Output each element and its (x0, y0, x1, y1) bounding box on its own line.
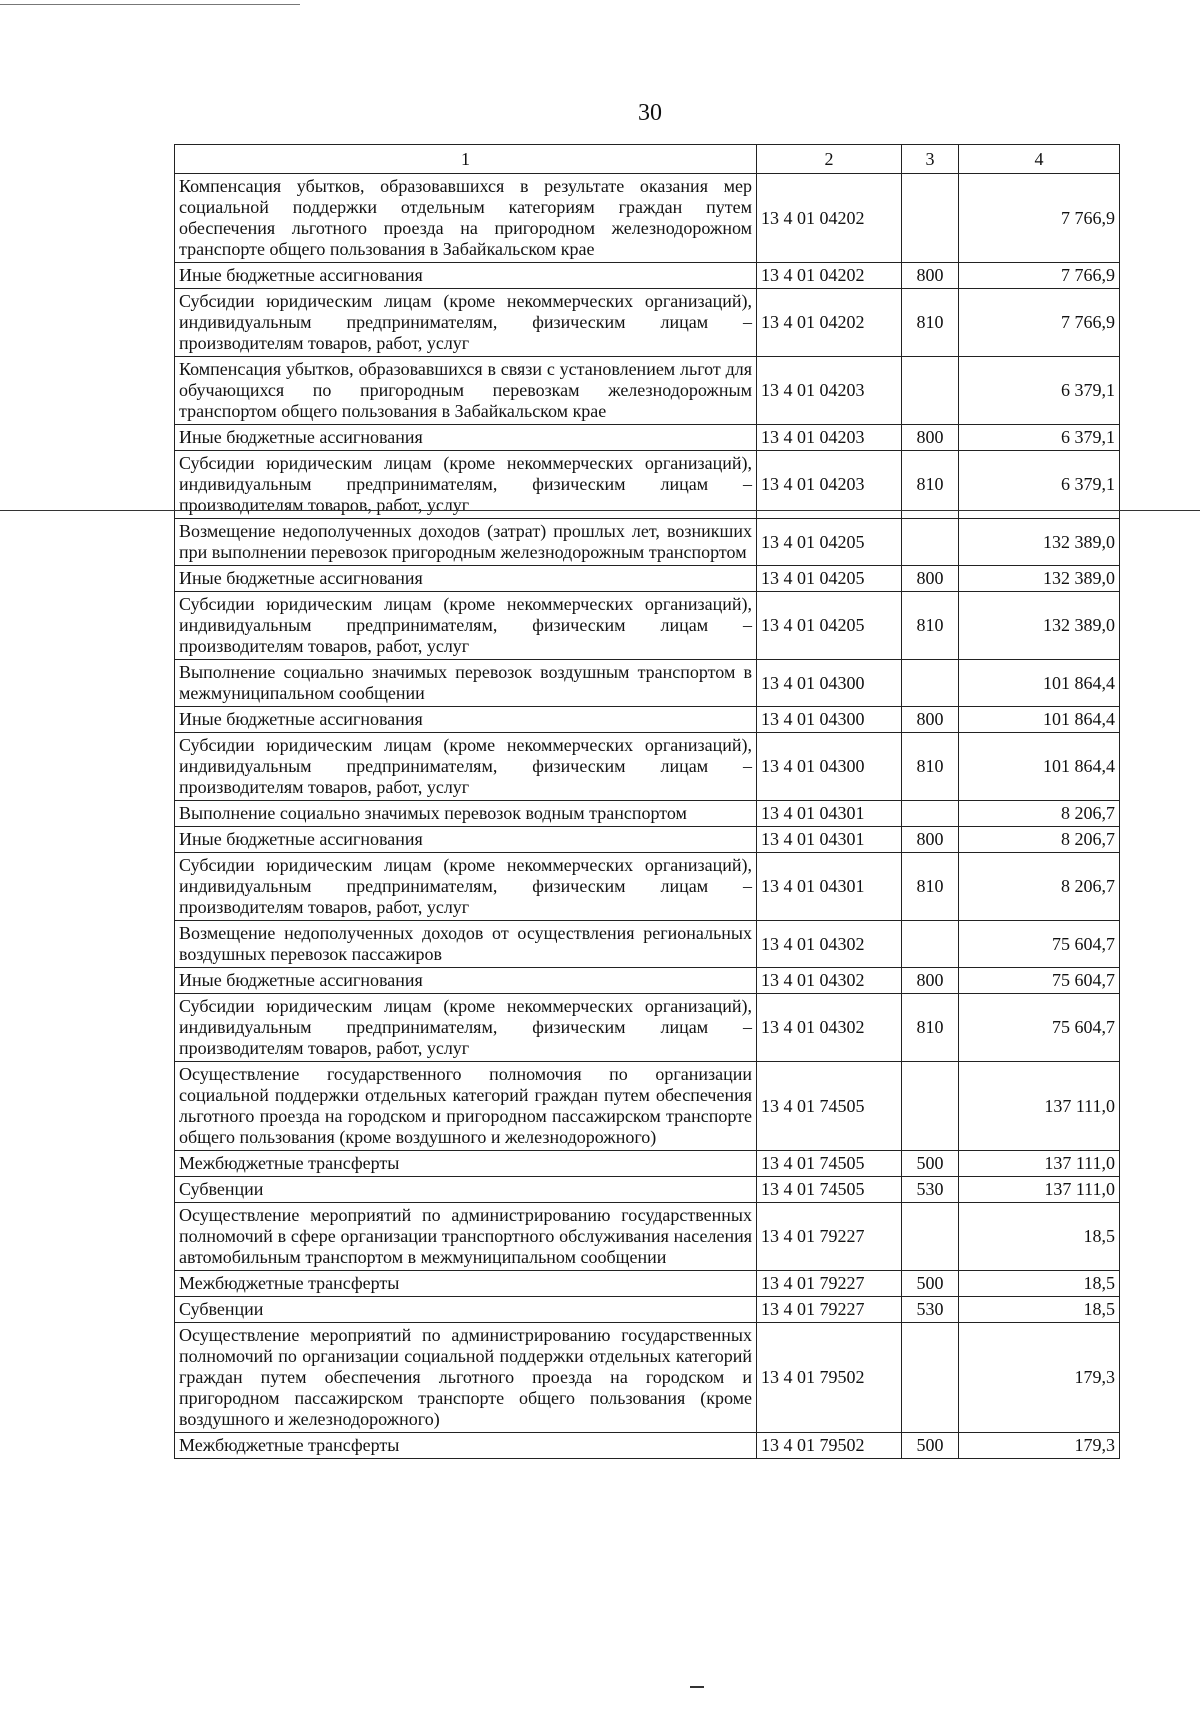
row-amount-cell: 137 111,0 (959, 1177, 1120, 1203)
row-name-cell: Иные бюджетные ассигнования (175, 968, 757, 994)
table-row (175, 566, 1120, 592)
table-row (175, 1297, 1120, 1323)
table-row (175, 1323, 1120, 1433)
row-code-cell: 13 4 01 79502 (757, 1323, 902, 1433)
row-code-cell: 13 4 01 79502 (757, 1433, 902, 1459)
row-code-cell: 13 4 01 04301 (757, 801, 902, 827)
row-amount-cell: 8 206,7 (959, 827, 1120, 853)
row-amount-cell: 18,5 (959, 1271, 1120, 1297)
row-name-cell: Субсидии юридическим лицам (кроме некоммерческих организаций), индивидуальным предпринимателям, физическим лицам – производителям товаров, работ, услуг (175, 994, 757, 1062)
row-type-cell (902, 1203, 959, 1271)
table-row (175, 1203, 1120, 1271)
scan-edge-line (0, 4, 300, 5)
row-type-cell: 810 (902, 592, 959, 660)
row-amount-cell: 7 766,9 (959, 289, 1120, 357)
row-code-cell: 13 4 01 04301 (757, 853, 902, 921)
row-code-cell: 13 4 01 04300 (757, 707, 902, 733)
table-row (175, 733, 1120, 801)
row-code-cell: 13 4 01 04202 (757, 289, 902, 357)
row-type-cell: 810 (902, 451, 959, 519)
row-code-cell: 13 4 01 79227 (757, 1203, 902, 1271)
table-row (175, 451, 1120, 519)
row-type-cell: 500 (902, 1433, 959, 1459)
row-name-cell: Иные бюджетные ассигнования (175, 263, 757, 289)
row-code-cell: 13 4 01 04203 (757, 451, 902, 519)
row-type-cell: 810 (902, 994, 959, 1062)
row-code-cell: 13 4 01 04301 (757, 827, 902, 853)
row-amount-cell: 7 766,9 (959, 174, 1120, 263)
strike-through-line (0, 510, 1200, 511)
page-number: 30 (638, 100, 662, 126)
row-code-cell: 13 4 01 04205 (757, 519, 902, 566)
row-code-cell: 13 4 01 04302 (757, 968, 902, 994)
row-type-cell: 800 (902, 425, 959, 451)
row-type-cell: 800 (902, 827, 959, 853)
row-type-cell: 800 (902, 263, 959, 289)
row-type-cell: 530 (902, 1297, 959, 1323)
budget-table (174, 144, 1120, 1459)
table-row (175, 707, 1120, 733)
table-row (175, 827, 1120, 853)
row-amount-cell: 179,3 (959, 1433, 1120, 1459)
row-type-cell (902, 921, 959, 968)
row-amount-cell: 179,3 (959, 1323, 1120, 1433)
row-code-cell: 13 4 01 04202 (757, 174, 902, 263)
row-type-cell: 530 (902, 1177, 959, 1203)
row-code-cell: 13 4 01 04202 (757, 263, 902, 289)
table-row (175, 357, 1120, 425)
row-type-cell: 500 (902, 1271, 959, 1297)
row-code-cell: 13 4 01 79227 (757, 1297, 902, 1323)
row-code-cell: 13 4 01 74505 (757, 1151, 902, 1177)
table-row (175, 853, 1120, 921)
row-amount-cell: 101 864,4 (959, 660, 1120, 707)
row-name-cell: Осуществление мероприятий по администрированию государственных полномочий в сфере организации транспортного обслуживания населения автомобильным транспортом в межмуниципальном сообщении (175, 1203, 757, 1271)
table-row (175, 1151, 1120, 1177)
table-row (175, 1177, 1120, 1203)
row-name-cell: Возмещение недополученных доходов от осуществления региональных воздушных перевозок пассажиров (175, 921, 757, 968)
row-type-cell (902, 174, 959, 263)
row-name-cell: Осуществление мероприятий по администрированию государственных полномочий по организации социальной поддержки отдельных категорий граждан путем обеспечения льготного проезда на городском и пригородном пассажирском транспорте общего пользования (кроме воздушного и железнодорожного) (175, 1323, 757, 1433)
row-name-cell: Выполнение социально значимых перевозок воздушным транспортом в межмуниципальном сообщении (175, 660, 757, 707)
row-code-cell: 13 4 01 04302 (757, 921, 902, 968)
row-name-cell: Осуществление государственного полномочия по организации социальной поддержки отдельных категорий граждан путем обеспечения льготного проезда на городском и пригородном пассажирском транспорте общего пользования (кроме воздушного и железнодорожного) (175, 1062, 757, 1151)
row-name-cell: Иные бюджетные ассигнования (175, 707, 757, 733)
row-code-cell: 13 4 01 04302 (757, 994, 902, 1062)
table-row (175, 1062, 1120, 1151)
row-name-cell: Субсидии юридическим лицам (кроме некоммерческих организаций), индивидуальным предпринимателям, физическим лицам – производителям товаров, работ, услуг (175, 592, 757, 660)
row-name-cell: Субсидии юридическим лицам (кроме некоммерческих организаций), индивидуальным предпринимателям, физическим лицам – производителям товаров, работ, услуг (175, 451, 757, 519)
row-type-cell: 810 (902, 853, 959, 921)
table-row (175, 1271, 1120, 1297)
row-amount-cell: 18,5 (959, 1203, 1120, 1271)
row-amount-cell: 75 604,7 (959, 921, 1120, 968)
table-row (175, 994, 1120, 1062)
row-amount-cell: 101 864,4 (959, 733, 1120, 801)
row-code-cell: 13 4 01 74505 (757, 1062, 902, 1151)
table-row (175, 660, 1120, 707)
row-type-cell: 800 (902, 707, 959, 733)
row-type-cell: 800 (902, 968, 959, 994)
row-type-cell: 810 (902, 289, 959, 357)
row-name-cell: Компенсация убытков, образовавшихся в связи с установлением льгот для обучающихся по пригородным перевозкам железнодорожным транспортом общего пользования в Забайкальском крае (175, 357, 757, 425)
row-amount-cell: 6 379,1 (959, 451, 1120, 519)
row-code-cell: 13 4 01 74505 (757, 1177, 902, 1203)
table-row (175, 425, 1120, 451)
row-amount-cell: 137 111,0 (959, 1151, 1120, 1177)
row-amount-cell: 7 766,9 (959, 263, 1120, 289)
row-amount-cell: 101 864,4 (959, 707, 1120, 733)
row-code-cell: 13 4 01 04300 (757, 660, 902, 707)
row-code-cell: 13 4 01 79227 (757, 1271, 902, 1297)
row-amount-cell: 6 379,1 (959, 357, 1120, 425)
bottom-dash-mark (690, 1686, 704, 1688)
row-code-cell: 13 4 01 04205 (757, 566, 902, 592)
row-name-cell: Субвенции (175, 1177, 757, 1203)
row-amount-cell: 75 604,7 (959, 994, 1120, 1062)
row-type-cell (902, 801, 959, 827)
row-type-cell (902, 1323, 959, 1433)
row-code-cell: 13 4 01 04203 (757, 425, 902, 451)
table-row (175, 174, 1120, 263)
table-row (175, 592, 1120, 660)
column-header-1: 1 (175, 145, 757, 174)
table-row (175, 263, 1120, 289)
row-name-cell: Субвенции (175, 1297, 757, 1323)
row-name-cell: Межбюджетные трансферты (175, 1151, 757, 1177)
row-name-cell: Иные бюджетные ассигнования (175, 425, 757, 451)
row-name-cell: Субсидии юридическим лицам (кроме некоммерческих организаций), индивидуальным предпринимателям, физическим лицам – производителям товаров, работ, услуг (175, 289, 757, 357)
row-name-cell: Субсидии юридическим лицам (кроме некоммерческих организаций), индивидуальным предпринимателям, физическим лицам – производителям товаров, работ, услуг (175, 733, 757, 801)
row-name-cell: Межбюджетные трансферты (175, 1433, 757, 1459)
row-type-cell (902, 357, 959, 425)
row-amount-cell: 137 111,0 (959, 1062, 1120, 1151)
table-header-row (175, 145, 1120, 174)
table-row (175, 968, 1120, 994)
table-row (175, 1433, 1120, 1459)
row-name-cell: Выполнение социально значимых перевозок водным транспортом (175, 801, 757, 827)
row-amount-cell: 132 389,0 (959, 592, 1120, 660)
table-row (175, 921, 1120, 968)
row-amount-cell: 132 389,0 (959, 519, 1120, 566)
row-amount-cell: 18,5 (959, 1297, 1120, 1323)
column-header-2: 2 (757, 145, 902, 174)
table-row (175, 289, 1120, 357)
row-type-cell: 800 (902, 566, 959, 592)
row-amount-cell: 8 206,7 (959, 853, 1120, 921)
row-name-cell: Субсидии юридическим лицам (кроме некоммерческих организаций), индивидуальным предпринимателям, физическим лицам – производителям товаров, работ, услуг (175, 853, 757, 921)
row-name-cell: Возмещение недополученных доходов (затрат) прошлых лет, возникших при выполнении перевозок пригородным железнодорожным транспортом (175, 519, 757, 566)
row-amount-cell: 8 206,7 (959, 801, 1120, 827)
row-code-cell: 13 4 01 04300 (757, 733, 902, 801)
row-type-cell (902, 1062, 959, 1151)
row-name-cell: Компенсация убытков, образовавшихся в результате оказания мер социальной поддержки отдельным категориям граждан путем обеспечения льготного проезда на пригородном железнодорожном транспорте общего пользования в Забайкальском крае (175, 174, 757, 263)
row-amount-cell: 132 389,0 (959, 566, 1120, 592)
row-name-cell: Межбюджетные трансферты (175, 1271, 757, 1297)
row-type-cell (902, 519, 959, 566)
row-amount-cell: 6 379,1 (959, 425, 1120, 451)
row-type-cell: 810 (902, 733, 959, 801)
row-name-cell: Иные бюджетные ассигнования (175, 566, 757, 592)
row-code-cell: 13 4 01 04205 (757, 592, 902, 660)
row-name-cell: Иные бюджетные ассигнования (175, 827, 757, 853)
row-amount-cell: 75 604,7 (959, 968, 1120, 994)
row-type-cell (902, 660, 959, 707)
table-row (175, 519, 1120, 566)
row-code-cell: 13 4 01 04203 (757, 357, 902, 425)
row-type-cell: 500 (902, 1151, 959, 1177)
table-row (175, 801, 1120, 827)
column-header-4: 4 (959, 145, 1120, 174)
column-header-3: 3 (902, 145, 959, 174)
